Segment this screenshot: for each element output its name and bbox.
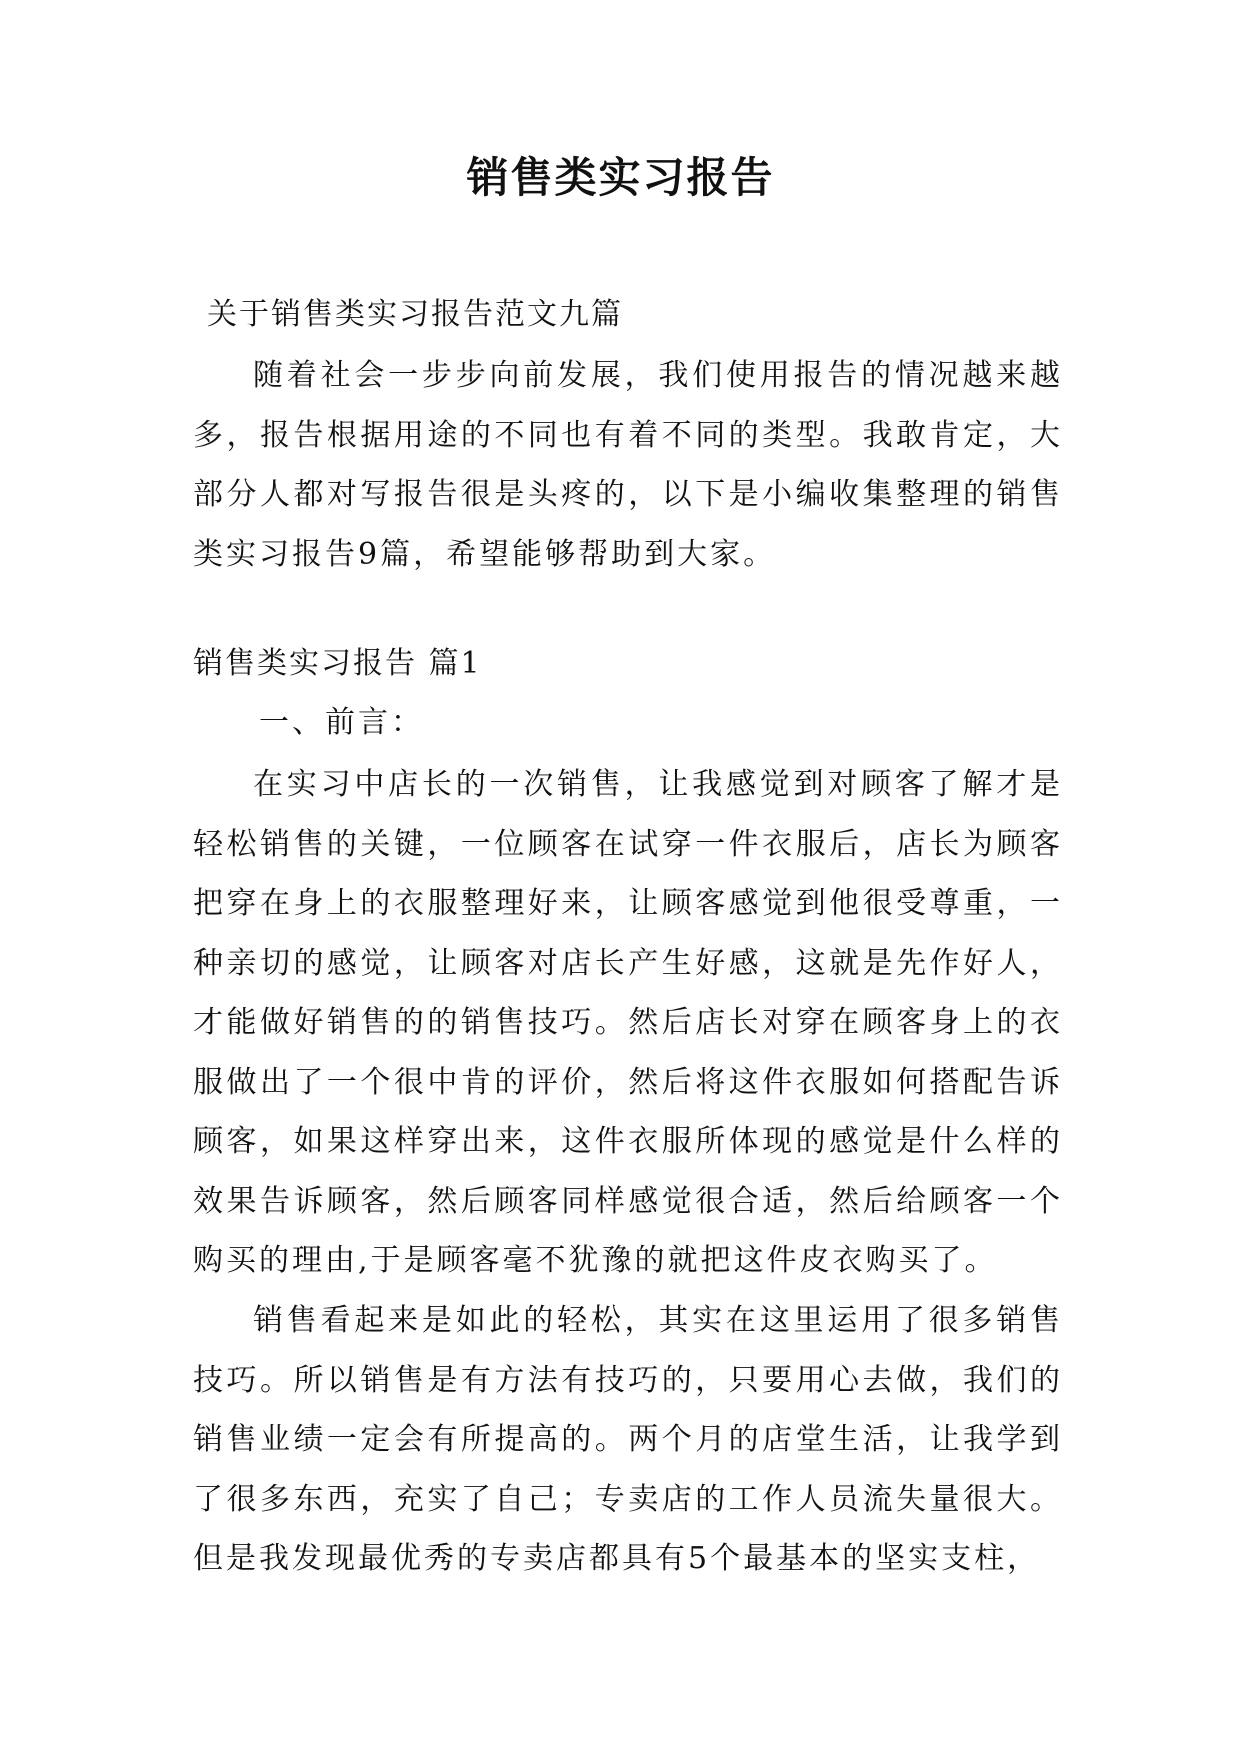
section-heading: 销售类实习报告 篇1	[193, 646, 482, 681]
intro-text: 随着社会一步步向前发展，我们使用报告的情况越来越多，报告根据用途的不同也有着不同的类型。我敢肯定，大部分人都对写报告很是头疼的，以下是小编收集整理的销售类实习报告9篇，希望能够帮助到大家。	[193, 358, 1063, 572]
preface-label: 一、前言：	[259, 705, 424, 740]
body-paragraph-2	[193, 1291, 1063, 1589]
document-subtitle: 关于销售类实习报告范文九篇	[207, 297, 623, 332]
paragraph-text: 销售看起来是如此的轻松，其实在这里运用了很多销售技巧。所以销售是有方法有技巧的，只要用心去做，我们的销售业绩一定会有所提高的。两个月的店堂生活，让我学到了很多东西，充实了自己；专卖店的工作人员流失量很大。但是我发现最优秀的专卖店都具有5个最基本的坚实支柱，	[193, 1303, 1063, 1576]
paragraph-text: 在实习中店长的一次销售，让我感觉到对顾客了解才是轻松销售的关键，一位顾客在试穿一件衣服后，店长为顾客把穿在身上的衣服整理好来，让顾客感觉到他很受尊重，一种亲切的感觉，让顾客对店长产生好感，这就是先作好人，才能做好销售的的销售技巧。然后店长对穿在顾客身上的衣服做出了一个很中肯的评价，然后将这件衣服如何搭配告诉顾客，如果这样穿出来，这件衣服所体现的感觉是什么样的效果告诉顾客，然后顾客同样感觉很合适，然后给顾客一个购买的理由,于是顾客毫不犹豫的就把这件皮衣购买了。	[193, 767, 1063, 1278]
document-title: 销售类实习报告	[466, 153, 775, 202]
body-paragraph-1	[193, 755, 1063, 1291]
intro-paragraph	[193, 346, 1063, 584]
